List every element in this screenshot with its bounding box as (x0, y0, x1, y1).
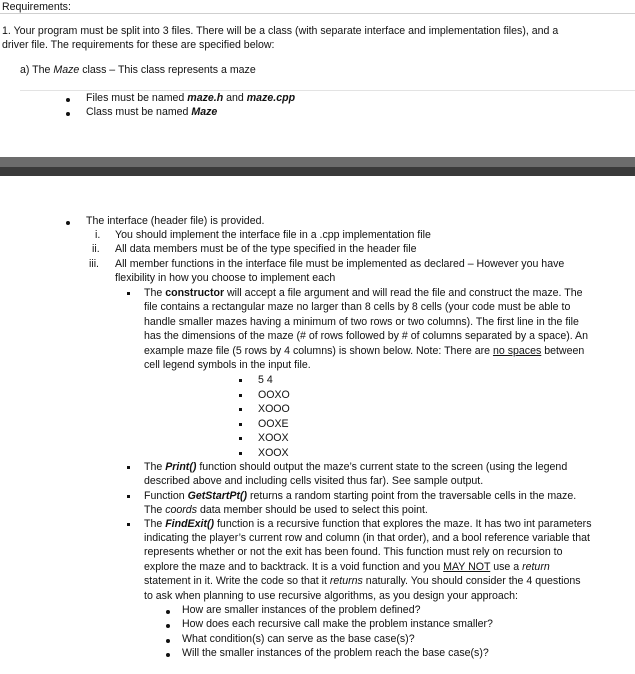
square-bullet (239, 423, 242, 426)
roman-item-2: All data members must be of the type specified in the header file (115, 243, 417, 255)
roman-item-3-line2: flexibility in how you choose to implement each (115, 272, 336, 284)
constructor-line2: file contains a rectangular maze no larger than 8 cells by 8 cells (your code must be able to (144, 301, 571, 313)
constructor-line6: cell legend symbols in the input file. (144, 359, 311, 371)
findexit-line6: to ask when planning to use recursive algorithms, as you design your approach: (144, 590, 518, 602)
heading-rule (0, 13, 635, 14)
findexit-line5: statement in it. Write the code so that it returns naturally. You should consider the 4 questions (144, 575, 581, 587)
maze-line: OOXO (258, 389, 290, 401)
question-item: How does each recursive call make the problem instance smaller? (182, 618, 493, 630)
square-bullet (239, 437, 242, 440)
maze-class-name: Maze (53, 64, 80, 76)
maze-line: XOOO (258, 403, 290, 415)
roman-item-1: You should implement the interface file in a .cpp implementation file (115, 229, 431, 241)
getstart-line2: The coords data member should be used to select this point. (144, 504, 428, 516)
square-bullet (239, 452, 242, 455)
constructor-line4: has the dimensions of the maze (# of rows followed by # of columns separated by a space). An (144, 330, 589, 342)
roman-num-2: ii. (92, 243, 100, 255)
question-item: How are smaller instances of the problem defined? (182, 604, 421, 616)
square-bullet (239, 408, 242, 411)
question-item: What condition(s) can serve as the base case(s)? (182, 633, 415, 645)
findexit-line1: The FindExit() function is a recursive function that explores the maze. It has two int parameters (144, 518, 592, 530)
maze-line: XOOX (258, 447, 289, 459)
bullet-dot (166, 639, 170, 643)
getstart-line1: Function GetStartPt() returns a random starting point from the traversable cells in the maze. (144, 490, 577, 502)
square-bullet (239, 394, 242, 397)
roman-num-1: i. (95, 229, 101, 241)
maze-line: XOOX (258, 432, 289, 444)
print-line1: The Print() function should output the maze’s current state to the screen (using the legend (144, 461, 568, 473)
roman-item-3-line1: All member functions in the interface file must be implemented as declared – However you have (115, 258, 565, 270)
files-bullet: Files must be named maze.h and maze.cpp (86, 92, 296, 104)
bullet-dot (166, 610, 170, 614)
intro-line-2: driver file. The requirements for these are specified below: (2, 39, 275, 51)
maze-line: OOXE (258, 418, 289, 430)
intro-line-1: 1. Your program must be split into 3 files. There will be a class (with separate interface and implementation files), and a (2, 25, 559, 37)
bullet-dot (66, 112, 70, 116)
constructor-line1: The constructor will accept a file argument and will read the file and construct the maze. The (144, 287, 583, 299)
constructor-line5: example maze file (5 rows by 4 columns) is shown below. Note: There are no spaces between (144, 345, 585, 357)
square-bullet (239, 379, 242, 382)
bullet-dot (66, 221, 70, 225)
bullet-dot (66, 98, 70, 102)
requirements-heading: Requirements: (2, 1, 71, 13)
square-bullet (127, 523, 130, 526)
constructor-line3: handle smaller mazes having a minimum of two rows or two columns). The first line in the file (144, 316, 579, 328)
maze-line: 5 4 (258, 374, 273, 386)
findexit-line3: represents whether or not the exit has been found. This function must rely on recursion to (144, 546, 563, 558)
findexit-line2: indicating the player’s current row and column (in that order), and a bool reference variable that (144, 532, 590, 544)
interface-bullet: The interface (header file) is provided. (86, 215, 265, 227)
page-break-bar-dark (0, 167, 635, 176)
page-break-bar (0, 157, 635, 167)
print-line2: described above and including cells visited thus far). See sample output. (144, 475, 484, 487)
bullet-dot (166, 653, 170, 657)
class-name-bullet: Class must be named Maze (86, 106, 218, 118)
section-a-heading: a) The Maze class – This class represents a maze (20, 64, 256, 76)
square-bullet (127, 292, 130, 295)
findexit-line4: explore the maze and to backtrack. It is a void function and you MAY NOT use a return (144, 561, 550, 573)
square-bullet (127, 495, 130, 498)
square-bullet (127, 466, 130, 469)
bullet-dot (166, 624, 170, 628)
roman-num-3: iii. (89, 258, 100, 270)
question-item: Will the smaller instances of the problem reach the base case(s)? (182, 647, 489, 659)
